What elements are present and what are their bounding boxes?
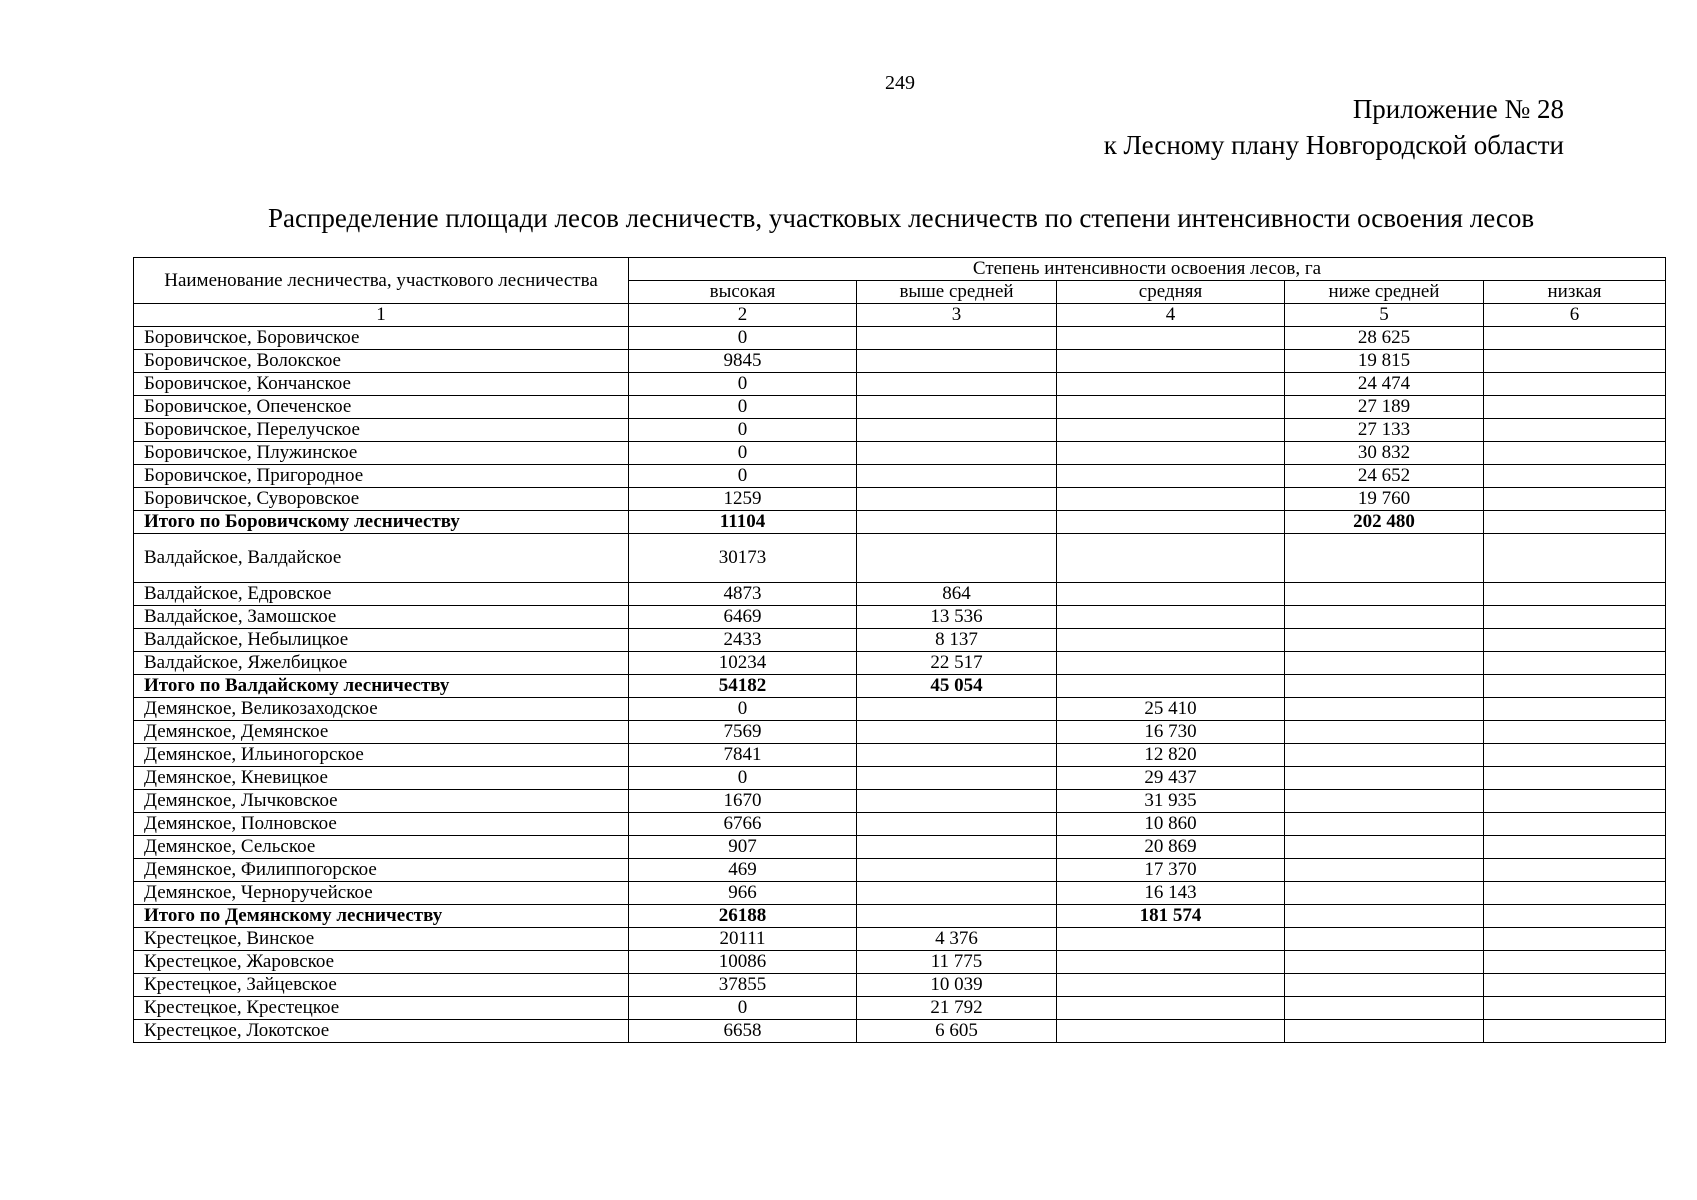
column-number: 4 — [1057, 304, 1285, 327]
forestry-name-cell: Демянское, Филиппогорское — [134, 859, 629, 882]
area-value-cell: 0 — [629, 767, 857, 790]
area-value-cell — [857, 721, 1057, 744]
area-value-cell: 1259 — [629, 488, 857, 511]
area-value-cell: 11 775 — [857, 951, 1057, 974]
total-row — [134, 511, 1666, 534]
area-value-cell — [1057, 511, 1285, 534]
forestry-name-cell: Демянское, Великозаходское — [134, 698, 629, 721]
table-row — [134, 465, 1666, 488]
area-value-cell — [1484, 997, 1666, 1020]
area-value-cell: 864 — [857, 583, 1057, 606]
area-value-cell — [1484, 836, 1666, 859]
area-value-cell — [857, 744, 1057, 767]
area-value-cell — [1484, 488, 1666, 511]
forestry-name-cell: Валдайское, Валдайское — [134, 534, 629, 583]
area-value-cell: 31 935 — [1057, 790, 1285, 813]
column-header-below-average: ниже средней — [1285, 281, 1484, 304]
area-value-cell — [1285, 951, 1484, 974]
area-value-cell: 17 370 — [1057, 859, 1285, 882]
area-value-cell — [1057, 327, 1285, 350]
area-value-cell — [1484, 951, 1666, 974]
area-value-cell — [1484, 419, 1666, 442]
area-value-cell — [857, 534, 1057, 583]
document-title: Распределение площади лесов лесничеств, участковых лесничеств по степени интенсивности освоения лесов — [268, 203, 1535, 233]
forestry-name-cell: Итого по Валдайскому лесничеству — [134, 675, 629, 698]
area-value-cell — [1484, 583, 1666, 606]
area-value-cell — [857, 905, 1057, 928]
table-body — [134, 327, 1666, 1043]
area-value-cell: 0 — [629, 997, 857, 1020]
area-value-cell — [1285, 859, 1484, 882]
area-value-cell: 0 — [629, 442, 857, 465]
area-value-cell: 4873 — [629, 583, 857, 606]
area-value-cell — [857, 350, 1057, 373]
area-value-cell — [1285, 836, 1484, 859]
area-value-cell: 19 815 — [1285, 350, 1484, 373]
area-value-cell — [857, 767, 1057, 790]
area-value-cell: 16 143 — [1057, 882, 1285, 905]
forestry-name-cell: Демянское, Полновское — [134, 813, 629, 836]
area-value-cell — [857, 813, 1057, 836]
table-row — [134, 744, 1666, 767]
area-value-cell — [1484, 327, 1666, 350]
area-value-cell — [1484, 465, 1666, 488]
area-value-cell: 28 625 — [1285, 327, 1484, 350]
area-value-cell — [1484, 629, 1666, 652]
area-value-cell — [1484, 442, 1666, 465]
area-value-cell — [1285, 629, 1484, 652]
area-value-cell — [1285, 997, 1484, 1020]
column-header-low: низкая — [1484, 281, 1666, 304]
forestry-name-cell: Крестецкое, Жаровское — [134, 951, 629, 974]
table-row — [134, 629, 1666, 652]
area-value-cell — [1057, 488, 1285, 511]
area-value-cell — [857, 442, 1057, 465]
area-value-cell: 26188 — [629, 905, 857, 928]
forestry-name-cell: Боровичское, Перелучское — [134, 419, 629, 442]
area-value-cell: 27 133 — [1285, 419, 1484, 442]
area-value-cell: 30 832 — [1285, 442, 1484, 465]
area-value-cell: 7569 — [629, 721, 857, 744]
area-value-cell — [1285, 1020, 1484, 1043]
column-header-average: средняя — [1057, 281, 1285, 304]
column-number: 6 — [1484, 304, 1666, 327]
area-value-cell: 907 — [629, 836, 857, 859]
forestry-name-cell: Итого по Демянскому лесничеству — [134, 905, 629, 928]
forestry-name-cell: Валдайское, Небылицкое — [134, 629, 629, 652]
area-value-cell: 22 517 — [857, 652, 1057, 675]
table-row — [134, 698, 1666, 721]
table-row — [134, 327, 1666, 350]
area-value-cell: 19 760 — [1285, 488, 1484, 511]
forestry-name-cell: Боровичское, Кончанское — [134, 373, 629, 396]
area-value-cell — [1484, 698, 1666, 721]
area-value-cell — [1285, 767, 1484, 790]
area-value-cell — [857, 373, 1057, 396]
annex-number: Приложение № 28 — [1352, 94, 1564, 124]
area-value-cell — [1057, 442, 1285, 465]
table-row — [134, 606, 1666, 629]
area-value-cell: 12 820 — [1057, 744, 1285, 767]
area-value-cell — [1057, 583, 1285, 606]
table-row — [134, 373, 1666, 396]
table-row — [134, 928, 1666, 951]
forestry-name-cell: Боровичское, Волокское — [134, 350, 629, 373]
area-value-cell — [1484, 974, 1666, 997]
area-value-cell: 27 189 — [1285, 396, 1484, 419]
total-row — [134, 675, 1666, 698]
table-row — [134, 488, 1666, 511]
area-value-cell — [1057, 675, 1285, 698]
table-row — [134, 442, 1666, 465]
area-value-cell: 21 792 — [857, 997, 1057, 1020]
area-value-cell — [1285, 652, 1484, 675]
column-number: 3 — [857, 304, 1057, 327]
area-value-cell — [857, 327, 1057, 350]
area-value-cell — [1285, 534, 1484, 583]
area-value-cell — [1484, 373, 1666, 396]
area-value-cell — [1057, 606, 1285, 629]
area-value-cell: 0 — [629, 419, 857, 442]
area-value-cell — [857, 465, 1057, 488]
forestry-name-cell: Крестецкое, Локотское — [134, 1020, 629, 1043]
area-value-cell: 45 054 — [857, 675, 1057, 698]
area-value-cell: 8 137 — [857, 629, 1057, 652]
column-number: 1 — [134, 304, 629, 327]
area-value-cell — [1484, 652, 1666, 675]
area-value-cell — [1057, 629, 1285, 652]
forestry-name-cell: Демянское, Демянское — [134, 721, 629, 744]
table-row — [134, 767, 1666, 790]
area-value-cell: 7841 — [629, 744, 857, 767]
area-value-cell — [1057, 534, 1285, 583]
column-header-above-average: выше средней — [857, 281, 1057, 304]
area-value-cell — [1285, 675, 1484, 698]
area-value-cell — [857, 836, 1057, 859]
area-value-cell — [1484, 882, 1666, 905]
area-value-cell: 24 474 — [1285, 373, 1484, 396]
area-value-cell — [1484, 928, 1666, 951]
forestry-name-cell: Боровичское, Боровичское — [134, 327, 629, 350]
area-value-cell: 6766 — [629, 813, 857, 836]
area-value-cell — [1484, 396, 1666, 419]
area-value-cell — [1285, 882, 1484, 905]
area-value-cell: 10 860 — [1057, 813, 1285, 836]
table-row — [134, 974, 1666, 997]
area-value-cell: 0 — [629, 698, 857, 721]
forestry-name-cell: Боровичское, Опеченское — [134, 396, 629, 419]
area-value-cell — [857, 511, 1057, 534]
area-value-cell — [1057, 419, 1285, 442]
area-value-cell — [1057, 652, 1285, 675]
area-value-cell — [1484, 859, 1666, 882]
area-value-cell — [1285, 790, 1484, 813]
column-header-high: высокая — [629, 281, 857, 304]
area-value-cell — [1484, 790, 1666, 813]
area-value-cell — [1285, 606, 1484, 629]
area-value-cell: 0 — [629, 465, 857, 488]
area-value-cell — [1484, 606, 1666, 629]
name-column-header: Наименование лесничества, участкового лесничества — [134, 258, 629, 304]
area-value-cell — [1285, 974, 1484, 997]
area-value-cell: 6 605 — [857, 1020, 1057, 1043]
total-row — [134, 905, 1666, 928]
area-value-cell — [857, 859, 1057, 882]
forestry-name-cell: Боровичское, Суворовское — [134, 488, 629, 511]
area-value-cell: 20 869 — [1057, 836, 1285, 859]
area-value-cell: 181 574 — [1057, 905, 1285, 928]
area-value-cell: 0 — [629, 327, 857, 350]
table-row — [134, 790, 1666, 813]
area-value-cell: 2433 — [629, 629, 857, 652]
forestry-name-cell: Демянское, Сельское — [134, 836, 629, 859]
area-value-cell: 54182 — [629, 675, 857, 698]
column-number: 5 — [1285, 304, 1484, 327]
table-row — [134, 836, 1666, 859]
area-value-cell: 16 730 — [1057, 721, 1285, 744]
area-value-cell — [1484, 744, 1666, 767]
forestry-name-cell: Демянское, Лычковское — [134, 790, 629, 813]
area-value-cell — [1484, 813, 1666, 836]
area-value-cell — [1057, 350, 1285, 373]
area-value-cell: 37855 — [629, 974, 857, 997]
area-value-cell — [857, 396, 1057, 419]
table-row — [134, 951, 1666, 974]
table-row — [134, 882, 1666, 905]
area-value-cell — [857, 698, 1057, 721]
area-value-cell — [857, 419, 1057, 442]
forestry-name-cell: Демянское, Кневицкое — [134, 767, 629, 790]
area-value-cell: 13 536 — [857, 606, 1057, 629]
area-value-cell: 11104 — [629, 511, 857, 534]
area-value-cell: 1670 — [629, 790, 857, 813]
table-row — [134, 534, 1666, 583]
annex-reference: к Лесному плану Новгородской области — [1103, 130, 1564, 160]
area-value-cell — [1484, 767, 1666, 790]
forestry-name-cell: Боровичское, Пригородное — [134, 465, 629, 488]
area-value-cell: 6469 — [629, 606, 857, 629]
forestry-name-cell: Крестецкое, Винское — [134, 928, 629, 951]
forestry-name-cell: Демянское, Черноручейское — [134, 882, 629, 905]
forestry-name-cell: Валдайское, Яжелбицкое — [134, 652, 629, 675]
area-value-cell — [1484, 721, 1666, 744]
area-value-cell: 0 — [629, 396, 857, 419]
area-value-cell — [1484, 1020, 1666, 1043]
table-row — [134, 859, 1666, 882]
area-value-cell — [1285, 905, 1484, 928]
table-row — [134, 1020, 1666, 1043]
area-value-cell: 10 039 — [857, 974, 1057, 997]
area-value-cell: 469 — [629, 859, 857, 882]
table-row — [134, 652, 1666, 675]
table-row — [134, 583, 1666, 606]
table-row — [134, 721, 1666, 744]
forestry-name-cell: Крестецкое, Крестецкое — [134, 997, 629, 1020]
area-value-cell — [1057, 465, 1285, 488]
area-value-cell — [1484, 905, 1666, 928]
area-value-cell: 9845 — [629, 350, 857, 373]
column-number: 2 — [629, 304, 857, 327]
area-value-cell — [1285, 813, 1484, 836]
area-value-cell: 0 — [629, 373, 857, 396]
area-value-cell — [1484, 675, 1666, 698]
intensity-table — [133, 257, 1666, 1043]
area-value-cell — [1057, 1020, 1285, 1043]
area-value-cell: 10086 — [629, 951, 857, 974]
table-row — [134, 419, 1666, 442]
page-number: 249 — [885, 72, 915, 94]
area-value-cell — [857, 882, 1057, 905]
area-value-cell — [1285, 744, 1484, 767]
area-value-cell — [1057, 951, 1285, 974]
area-value-cell: 24 652 — [1285, 465, 1484, 488]
table-row — [134, 350, 1666, 373]
area-value-cell: 25 410 — [1057, 698, 1285, 721]
area-value-cell — [1285, 721, 1484, 744]
area-value-cell — [1057, 396, 1285, 419]
area-value-cell — [857, 488, 1057, 511]
forestry-name-cell: Демянское, Ильиногорское — [134, 744, 629, 767]
area-value-cell: 966 — [629, 882, 857, 905]
table-row — [134, 997, 1666, 1020]
intensity-group-header: Степень интенсивности освоения лесов, га — [629, 258, 1666, 281]
area-value-cell — [1057, 373, 1285, 396]
forestry-name-cell: Боровичское, Плужинское — [134, 442, 629, 465]
area-value-cell — [1285, 698, 1484, 721]
table-row — [134, 396, 1666, 419]
area-value-cell — [1484, 511, 1666, 534]
forestry-name-cell: Крестецкое, Зайцевское — [134, 974, 629, 997]
area-value-cell — [1057, 974, 1285, 997]
forestry-name-cell: Валдайское, Едровское — [134, 583, 629, 606]
area-value-cell — [1057, 997, 1285, 1020]
area-value-cell — [1285, 928, 1484, 951]
area-value-cell: 202 480 — [1285, 511, 1484, 534]
area-value-cell: 6658 — [629, 1020, 857, 1043]
area-value-cell — [1484, 350, 1666, 373]
forestry-name-cell: Итого по Боровичскому лесничеству — [134, 511, 629, 534]
area-value-cell — [1484, 534, 1666, 583]
area-value-cell: 10234 — [629, 652, 857, 675]
area-value-cell: 29 437 — [1057, 767, 1285, 790]
area-value-cell: 30173 — [629, 534, 857, 583]
area-value-cell — [857, 790, 1057, 813]
area-value-cell — [1057, 928, 1285, 951]
area-value-cell: 20111 — [629, 928, 857, 951]
area-value-cell: 4 376 — [857, 928, 1057, 951]
area-value-cell — [1285, 583, 1484, 606]
table-row — [134, 813, 1666, 836]
forestry-name-cell: Валдайское, Замошское — [134, 606, 629, 629]
